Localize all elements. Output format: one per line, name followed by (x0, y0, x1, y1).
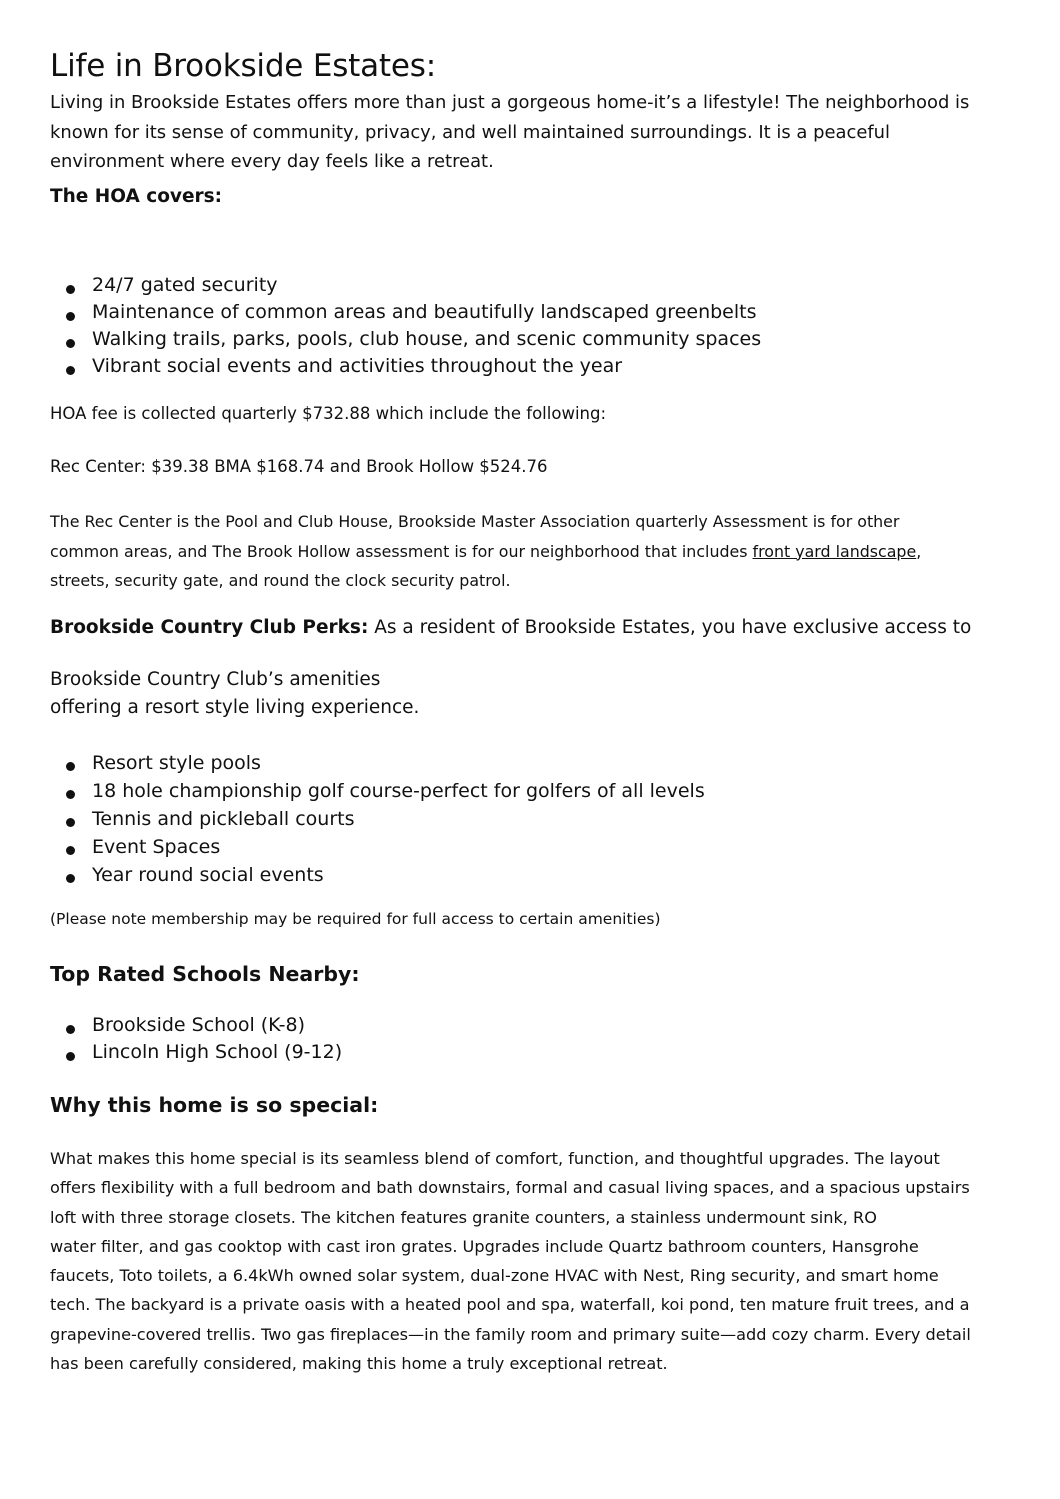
page-title: Life in Brookside Estates: (50, 48, 436, 84)
perks-text: As a resident of Brookside Estates, you have exclusive access to (368, 617, 972, 638)
list-item (50, 777, 705, 805)
special-line: faucets, Toto toilets, a 6.4kWh owned solar system, dual-zone HVAC with Nest, Ring security, and smart home (50, 1266, 939, 1286)
note-text: , (916, 541, 922, 561)
special-line: grapevine-covered trellis. Two gas fireplaces—in the family room and primary suite—add cozy charm. Every detail (50, 1324, 971, 1344)
list-item (50, 353, 761, 380)
perks-label: Brookside Country Club Perks: (50, 617, 369, 638)
special-line: loft with three storage closets. The kitchen features granite counters, a stainless undermount sink, RO (50, 1207, 877, 1227)
list-item-text: Maintenance of common areas and beautifully landscaped greenbelts (92, 301, 757, 323)
intro-line: Living in Brookside Estates offers more than just a gorgeous home-it’s a lifestyle! The neighborhood is (50, 92, 970, 113)
special-line: tech. The backyard is a private oasis with a heated pool and spa, waterfall, koi pond, ten mature fruit trees, and a (50, 1295, 970, 1315)
bullet-icon (66, 1025, 75, 1034)
list-item (50, 749, 705, 777)
list-item-text: Brookside School (K-8) (92, 1014, 305, 1036)
country-club-perks-list (50, 749, 705, 889)
intro-paragraph (50, 88, 1025, 177)
list-item-text: Vibrant social events and activities throughout the year (92, 355, 623, 377)
hoa-fee-text: HOA fee is collected quarterly $732.88 which include the following: (50, 404, 607, 423)
note-line (50, 537, 1030, 567)
hoa-covers-list (50, 272, 761, 380)
bullet-icon (66, 762, 75, 771)
bullet-icon (66, 846, 75, 855)
list-item (50, 299, 761, 326)
list-item (50, 272, 761, 299)
bullet-icon (66, 874, 75, 883)
schools-heading: Top Rated Schools Nearby: (50, 962, 360, 986)
list-item-text: Year round social events (92, 864, 324, 886)
list-item-text: Lincoln High School (9-12) (92, 1041, 343, 1063)
intro-line: environment where every day feels like a retreat. (50, 151, 494, 172)
list-item-text: Walking trails, parks, pools, club house, and scenic community spaces (92, 328, 762, 350)
list-item-text: 18 hole championship golf course-perfect for golfers of all levels (92, 780, 705, 802)
list-item-text: 24/7 gated security (92, 274, 278, 296)
list-item-text: Resort style pools (92, 752, 261, 774)
note-line: The Rec Center is the Pool and Club House, Brookside Master Association quarterly Assessment is for other (50, 512, 900, 531)
membership-note: (Please note membership may be required for full access to certain amenities) (50, 910, 661, 928)
bullet-icon (66, 339, 75, 348)
hoa-heading: The HOA covers: (50, 186, 223, 207)
special-line: offers flexibility with a full bedroom and bath downstairs, formal and casual living spaces, and a spacious upstairs (50, 1178, 970, 1198)
note-line: streets, security gate, and round the clock security patrol. (50, 571, 511, 590)
country-club-amenities-text (50, 666, 419, 722)
intro-line: known for its sense of community, privacy, and well maintained surroundings. It is a peaceful (50, 121, 890, 143)
list-item (50, 1039, 342, 1066)
hoa-assessment-note (50, 507, 1030, 596)
list-item-text: Tennis and pickleball courts (92, 808, 355, 830)
bullet-icon (66, 366, 75, 375)
front-yard-landscape-link[interactable]: front yard landscape (752, 541, 917, 561)
special-heading: Why this home is so special: (50, 1093, 379, 1117)
schools-list (50, 1012, 342, 1066)
special-line: has been carefully considered, making this home a truly exceptional retreat. (50, 1354, 668, 1374)
country-club-perks-intro (50, 617, 971, 638)
list-item (50, 1012, 342, 1039)
note-text: common areas, and The Brook Hollow assessment is for our neighborhood that includes (50, 541, 753, 561)
list-item (50, 861, 705, 889)
hoa-fee-breakdown: Rec Center: $39.38 BMA $168.74 and Brook Hollow $524.76 (50, 457, 548, 476)
list-item (50, 326, 761, 353)
list-item-text: Event Spaces (92, 836, 221, 858)
special-paragraph (50, 1144, 1030, 1378)
bullet-icon (66, 312, 75, 321)
bullet-icon (66, 818, 75, 827)
bullet-icon (66, 1052, 75, 1061)
bullet-icon (66, 790, 75, 799)
list-item (50, 805, 705, 833)
list-item (50, 833, 705, 861)
perks-line: Brookside Country Club’s amenities (50, 669, 381, 690)
bullet-icon (66, 285, 75, 294)
special-line: What makes this home special is its seamless blend of comfort, function, and thoughtful upgrades. The layout (50, 1149, 940, 1168)
special-line: water filter, and gas cooktop with cast iron grates. Upgrades include Quartz bathroom counters, Hansgrohe (50, 1236, 919, 1256)
perks-line: offering a resort style living experience. (50, 697, 420, 718)
